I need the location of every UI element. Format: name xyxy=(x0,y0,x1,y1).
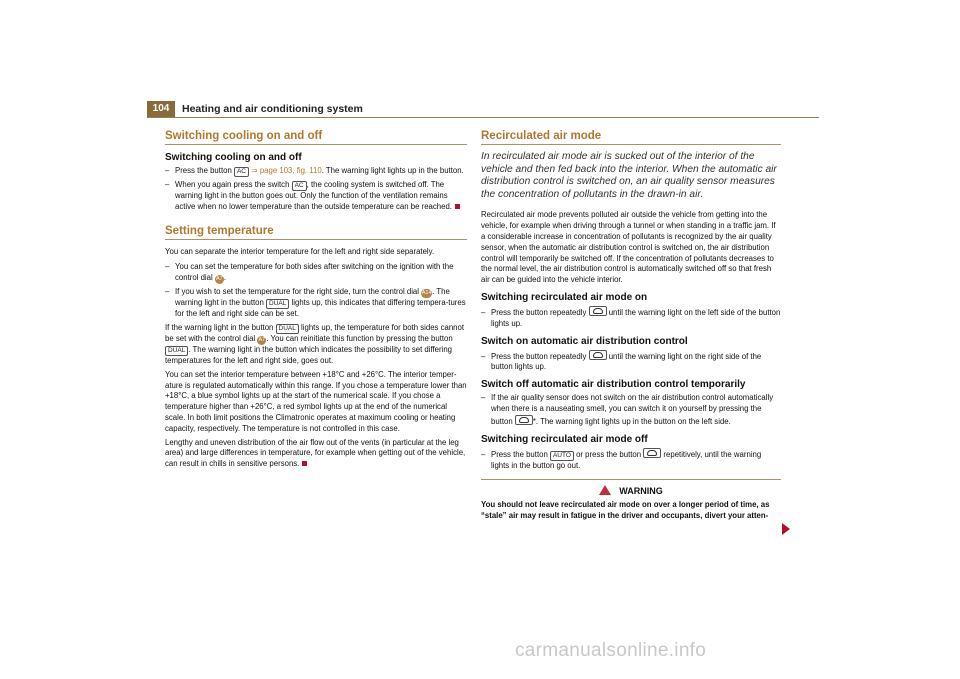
list-item: – You can set the temperature for both sides after switching on the ignition with the control dial A7. xyxy=(165,262,454,283)
list-item: – Press the button AUTO or press the button repetitively, until the warning lights in the button go out. xyxy=(481,449,762,470)
list-item: – If the air quality sensor does not switch on the air distribution control automatically when there is a nauseating smell, you can switch it on yourself by pressing the button *. The warning light lights up in the button on the left side. xyxy=(481,393,774,426)
list-item: – If you wish to set the temperature for the right side, turn the control dial A14. The warning light in the button DUAL lights up, this indicates that differing tempera-tures for the left and right side can be set. xyxy=(165,287,466,319)
warning-box xyxy=(481,479,781,522)
ac-button-label: AC xyxy=(292,181,307,191)
header-divider xyxy=(147,117,819,118)
paragraph: If the warning light in the button DUAL lights up, the temperature for both sides cannot be set with the control dial A7. You can reinitiate this function by pressing the button DUAL . The warning light in the button which indicates the possibility to set differing temperatures for the left and right side, goes out. xyxy=(165,322,465,365)
paragraph: Recirculated air mode prevents polluted air outside the vehicle from getting into the vehicle, for example when driving through a tunnel or when standing in a traffic jam. If a considerable increase in concentration of pollutants is recognized by the air quality sensor, when the automatic air distribution control is switched on, the air distribution control will temporarily be switched off. If the concentration of pollutants decreases to the normal level, the air distribution control is automatically switched off so that fresh air can be guided into the vehicle interior. xyxy=(481,210,776,285)
page-header-title: Heating and air conditioning system xyxy=(182,103,363,115)
ac-button-label: AC xyxy=(234,167,249,177)
list-item: – Press the button repeatedly until the warning light on the left side of the button lights up. xyxy=(481,307,781,328)
page-link[interactable]: ⇒ page 103, fig. 110 xyxy=(248,166,322,175)
recirculation-button-icon xyxy=(589,350,607,360)
dial-reference: A7 xyxy=(216,276,223,283)
dual-button-label: DUAL xyxy=(165,346,188,356)
section-end-icon xyxy=(302,461,307,466)
dial-reference: A14 xyxy=(421,290,432,297)
dual-button-label: DUAL xyxy=(266,299,289,309)
paragraph: You can set the interior temperature between +18°C and +26°C. The interior temper-ature is regulated automatically within this range. If you chose a temperature lower than +18°C, a blue symbol lights up at the start of the numerical scale. If you chose a temperature higher than +26°C, a red symbol lights up at the end of the numerical scale. In both limit positions the Climatronic operates at maximum cooling or heating capacity, respectively. The temperature is not controlled in this case. xyxy=(165,369,467,433)
section-title-recirculated: Recirculated air mode xyxy=(481,130,781,145)
right-column xyxy=(481,130,781,522)
warning-text: You should not leave recirculated air mode on over a longer period of time, as “stale” air may result in fatigue in the driver and occupants, divert your atten- xyxy=(481,500,770,521)
subtitle-auto-off: Switch off automatic air distribution control temporarily xyxy=(481,379,746,391)
recirc-off-steps xyxy=(481,448,781,472)
temperature-intro: You can separate the interior temperature for the left and right side separately. xyxy=(165,246,435,256)
subtitle-recirc-off: Switching recirculated air mode off xyxy=(481,433,648,445)
section-title-cooling: Switching cooling on and off xyxy=(165,130,467,145)
subtitle-auto-on: Switch on automatic air distribution control xyxy=(481,335,688,347)
section-title-temperature: Setting temperature xyxy=(165,225,467,240)
recirculation-button-icon xyxy=(589,306,607,316)
dial-reference: A7 xyxy=(258,336,266,343)
cooling-steps xyxy=(165,166,467,213)
auto-on-steps xyxy=(481,350,781,374)
watermark: carmanualsonline.info xyxy=(515,640,707,661)
recirculation-button-icon xyxy=(515,415,533,425)
list-item: – Press the button repeatedly until the warning light on the right side of the button lights up. xyxy=(481,351,762,372)
dual-button-label: DUAL xyxy=(276,324,299,334)
recirculation-button-icon xyxy=(643,448,661,458)
subtitle-cooling: Switching cooling on and off xyxy=(165,152,302,163)
page-number: 104 xyxy=(147,101,175,117)
list-item: – When you again press the switch AC , the cooling system is switched off. The warning light in the button goes out. Only the function of the ventilation remains active when no lower temperature than the outside temperature can be reached. xyxy=(165,180,467,213)
auto-button-label: AUTO xyxy=(550,451,574,461)
list-item: – Press the button AC ⇒ page 103, fig. 110. The warning light lights up in the button. xyxy=(165,166,464,175)
paragraph: Lengthy and uneven distribution of the air flow out of the vents (in particular at the leg area) and large differences in temperature, for example when getting out of the vehicle, can result in chills in sensitive persons. xyxy=(165,437,466,469)
subtitle-recirc-on: Switching recirculated air mode on xyxy=(481,291,648,303)
section-end-icon xyxy=(455,204,460,209)
next-page-arrow-icon xyxy=(782,523,790,535)
auto-off-steps xyxy=(481,393,781,427)
recirc-on-steps xyxy=(481,306,781,330)
warning-triangle-icon xyxy=(599,485,611,495)
left-column xyxy=(165,130,467,470)
temperature-steps xyxy=(165,262,467,320)
recirculated-intro: In recirculated air mode air is sucked out of the interior of the vehicle and then fed back into the interior. When the automatic air distribution control is switched on, an air quality sensor measures the concentration of pollutants in the drawn-in air. xyxy=(481,151,777,200)
warning-heading: WARNING xyxy=(481,484,781,498)
